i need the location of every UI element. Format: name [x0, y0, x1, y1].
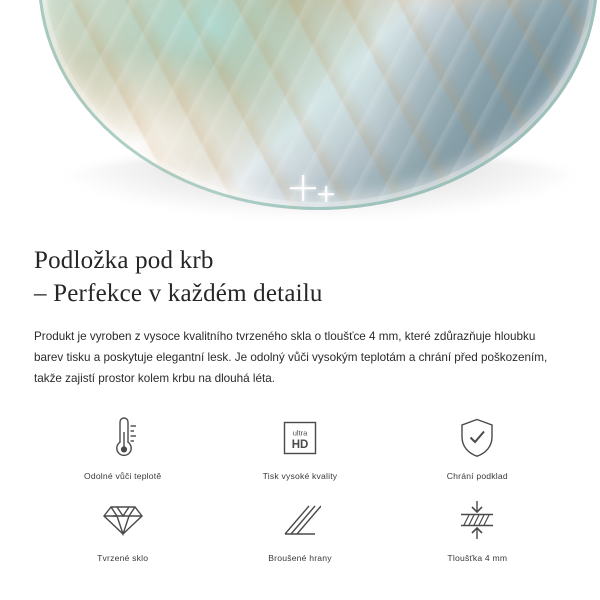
page-title [34, 244, 566, 310]
feature-item [389, 415, 566, 481]
feature-label: Tloušťka 4 mm [447, 553, 508, 563]
feature-label: Tisk vysoké kvality [262, 471, 338, 481]
feature-item [34, 415, 211, 481]
feature-label: Chrání podklad [446, 471, 508, 481]
page-title-line-1: Podložka pod krb [34, 247, 214, 274]
diamond-icon [102, 497, 144, 543]
feature-label: Broušené hrany [268, 553, 332, 563]
feature-label: Odolné vůči teplotě [83, 471, 162, 481]
ultra-hd-icon [280, 415, 320, 461]
thickness-arrows-icon [455, 497, 499, 543]
feature-item [211, 415, 388, 481]
feature-item [34, 497, 211, 563]
svg-text:HD: HD [291, 439, 309, 451]
content-area [0, 244, 600, 563]
thermometer-icon [106, 415, 140, 461]
product-description-text: Produkt je vyroben z vysoce kvalitního tvrzeného skla o tloušťce 4 mm, které zdůrazňuje hloubku barev tisku a poskytuje elegantní lesk. Je odolný vůči vysokým teplotám a chrání před poškozením, takže zajistí prostor kolem krbu na dlouhá léta. [34, 330, 548, 385]
feature-grid [34, 415, 566, 563]
shield-check-icon [458, 415, 496, 461]
page-title-line-2: – Perfekce v každém detailu [34, 280, 323, 307]
feature-label: Tvrzené sklo [97, 553, 149, 563]
svg-text:ultra: ultra [292, 428, 308, 438]
feature-item [389, 497, 566, 563]
feature-item [211, 497, 388, 563]
hero-product-image [0, 0, 600, 222]
polished-edges-icon [279, 497, 321, 543]
round-glass-pad [38, 0, 598, 210]
